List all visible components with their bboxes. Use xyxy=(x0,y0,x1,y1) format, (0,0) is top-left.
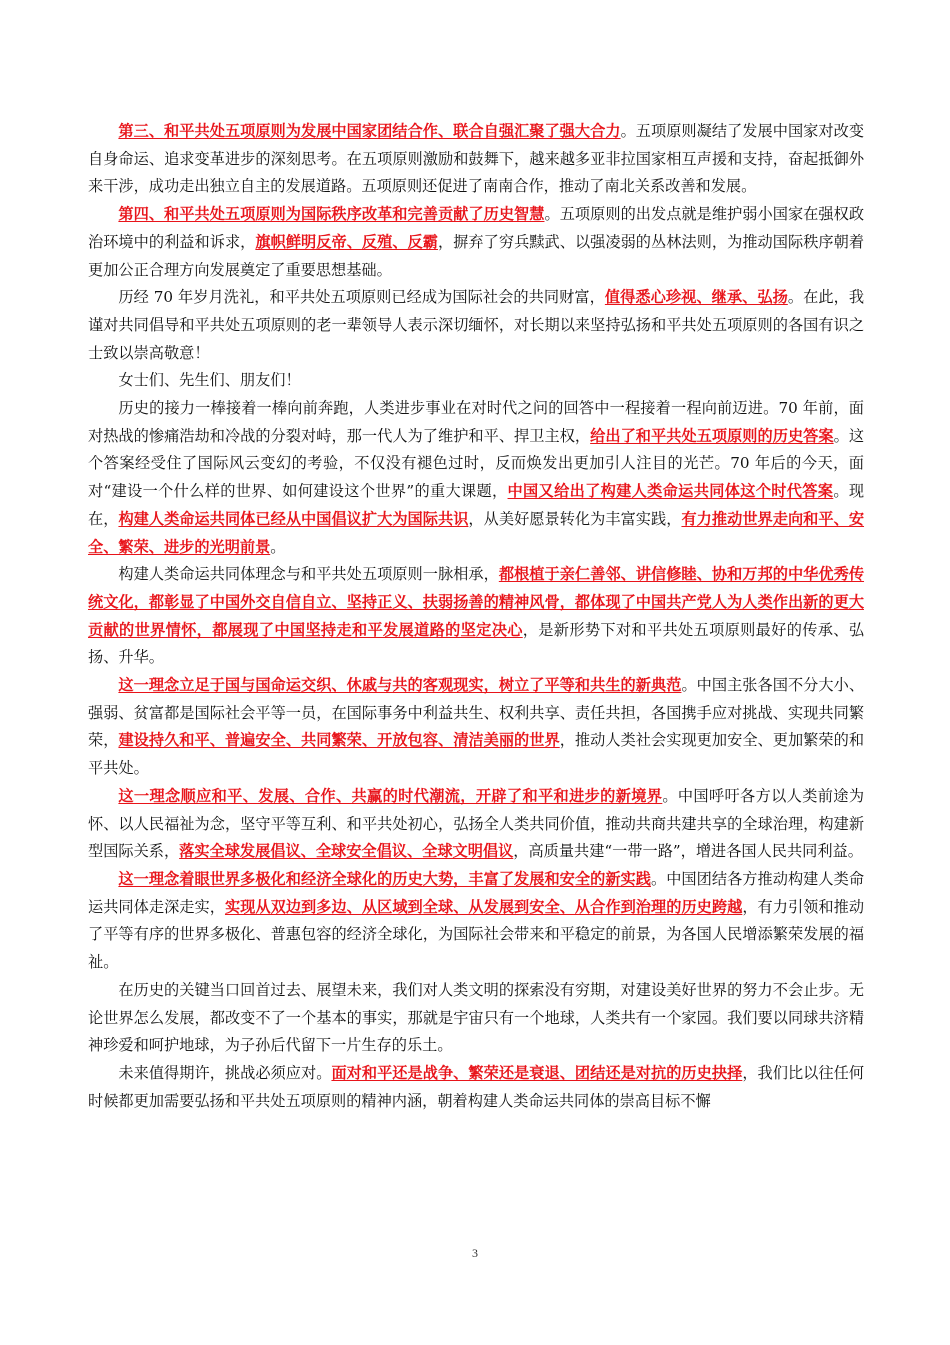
body-text: 在历史的关键当口回首过去、展望未来，我们对人类文明的探索没有穷期，对建设美好世界的努力不会止步。无论世界怎么发展，都改变不了一个基本的事实，那就是宇宙只有一个地球，人类共有一个家园。我们要以同球共济精神珍爱和呵护地球，为子孙后代留下一片生存的乐土。 xyxy=(88,980,864,1055)
body-text: ，摒弃了穷兵黩武、以强凌弱的丛林法则，为推动国际秩序朝着更加公正合理方向发展奠定了重要思想基础。 xyxy=(88,232,865,279)
highlighted-text: 面对和平还是战争、繁荣还是衰退、团结还是对抗的历史抉择 xyxy=(331,1063,743,1082)
highlighted-text: 值得悉心珍视、继承、弘扬 xyxy=(604,288,788,307)
paragraph xyxy=(88,395,864,561)
paragraph xyxy=(88,783,864,866)
paragraph xyxy=(88,561,864,672)
body-text: ，是新形势下对和平共处五项原则最好的传承、弘扬、升华。 xyxy=(88,620,865,667)
highlighted-text: 这一理念着眼世界多极化和经济全球化的历史大势，丰富了发展和安全的新实践 xyxy=(118,869,651,888)
document-body xyxy=(88,118,864,1115)
body-text: ，从美好愿景转化为丰富实践， xyxy=(468,509,682,528)
highlighted-text: 旗帜鲜明反帝、反殖、反霸 xyxy=(255,232,438,251)
paragraph xyxy=(88,118,864,201)
highlighted-text: 构建人类命运共同体已经从中国倡议扩大为国际共识 xyxy=(118,509,469,528)
body-text: ，推动人类社会实现更加安全、更加繁荣的和平共处。 xyxy=(88,731,865,778)
highlighted-text: 中国又给出了构建人类命运共同体这个时代答案 xyxy=(507,482,834,501)
body-text: ，有力引领和推动了平等有序的世界多极化、普惠包容的经济全球化，为国际社会带来和平稳定的前景，为各国人民增添繁荣发展的福祉。 xyxy=(88,897,865,972)
paragraph xyxy=(88,672,864,783)
paragraph xyxy=(88,977,864,1060)
paragraph-salutation xyxy=(88,367,864,395)
highlighted-text: 实现从双边到多边、从区域到全球、从发展到安全、从合作到治理的历史跨越 xyxy=(224,897,743,916)
highlighted-text: 有力推动世界走向和平、安全、繁荣、进步的光明前景 xyxy=(88,509,865,556)
paragraph xyxy=(88,1060,864,1115)
paragraph xyxy=(88,866,864,977)
body-text: 。五项原则的出发点就是维护弱小国家在强权政治环境中的利益和诉求， xyxy=(88,205,865,251)
highlighted-text: 落实全球发展倡议、全球安全倡议、全球文明倡议 xyxy=(179,842,514,861)
body-text: 。中国主张各国不分大小、强弱、贫富都是国际社会平等一员，在国际事务中利益共生、权利共享、责任共担，各国携手应对挑战、实现共同繁荣， xyxy=(88,676,865,750)
highlighted-text: 建设持久和平、普遍安全、共同繁荣、开放包容、清洁美丽的世界 xyxy=(118,731,560,750)
body-text: 。这个答案经受住了国际风云变幻的考验，不仅没有褪色过时，反而焕发出更加引人注目的光芒。70 年后的今天，面对“建设一个什么样的世界、如何建设这个世界”的重大课题， xyxy=(88,426,865,501)
page-number: 3 xyxy=(472,1246,478,1260)
highlighted-text: 这一理念立足于国与国命运交织、休戚与共的客观现实，树立了平等和共生的新典范 xyxy=(118,676,682,695)
highlighted-text: 这一理念顺应和平、发展、合作、共赢的时代潮流，开辟了和平和进步的新境界 xyxy=(118,786,663,805)
body-text: 。中国呼吁各方以人类前途为怀、以人民福祉为念，坚守平等互利、和平共处初心，弘扬全人类共同价值，推动共商共建共享的全球治理，构建新型国际关系， xyxy=(88,786,865,861)
highlighted-text: 都根植于亲仁善邻、讲信修睦、协和万邦的中华优秀传统文化，都彰显了中国外交自信自立、坚持正义、扶弱扬善的精神风骨，都体现了中国共产党人为人类作出新的更大贡献的世界情怀，都展现了中国坚持走和平发展道路的坚定决心 xyxy=(88,565,865,639)
body-text: 构建人类命运共同体理念与和平共处五项原则一脉相承， xyxy=(118,565,499,584)
body-text: ，我们比以往任何时候都更加需要弘扬和平共处五项原则的精神内涵，朝着构建人类命运共同体的崇高目标不懈 xyxy=(88,1063,865,1110)
body-text: 。中国团结各方推动构建人类命运共同体走深走实， xyxy=(88,869,865,916)
paragraph xyxy=(88,284,864,367)
body-text: 未来值得期许，挑战必须应对。 xyxy=(118,1063,332,1082)
highlighted-text: 第四、和平共处五项原则为国际秩序改革和完善贡献了历史智慧 xyxy=(118,205,545,224)
highlighted-text: 给出了和平共处五项原则的历史答案 xyxy=(590,426,834,445)
body-text: ，高质量共建“一带一路”，增进各国人民共同利益。 xyxy=(513,842,863,861)
body-text: 历经 70 年岁月洗礼，和平共处五项原则已经成为国际社会的共同财富， xyxy=(118,288,605,307)
paragraph xyxy=(88,201,864,284)
body-text: 。五项原则凝结了发展中国家对改变自身命运、追求变革进步的深刻思考。在五项原则激励和鼓舞下，越来越多亚非拉国家相互声援和支持，奋起抵御外来干涉，成功走出独立自主的发展道路。五项原则还促进了南南合作，推动了南北关系改善和发展。 xyxy=(88,122,865,196)
body-text: 历史的接力一棒接着一棒向前奔跑，人类进步事业在对时代之问的回答中一程接着一程向前迈进。70 年前，面对热战的惨痛浩劫和冷战的分裂对峙，那一代人为了维护和平、捍卫主权， xyxy=(88,399,864,445)
body-text: 。 xyxy=(270,537,286,556)
body-text: 。现在， xyxy=(88,482,865,528)
body-text: 。在此，我谨对共同倡导和平共处五项原则的老一辈领导人表示深切缅怀，对长期以来坚持弘扬和平共处五项原则的各国有识之士致以崇高敬意！ xyxy=(88,288,864,362)
highlighted-text: 第三、和平共处五项原则为发展中国家团结合作、联合自强汇聚了强大合力 xyxy=(118,122,621,140)
body-text: 女士们、先生们、朋友们！ xyxy=(118,371,301,390)
